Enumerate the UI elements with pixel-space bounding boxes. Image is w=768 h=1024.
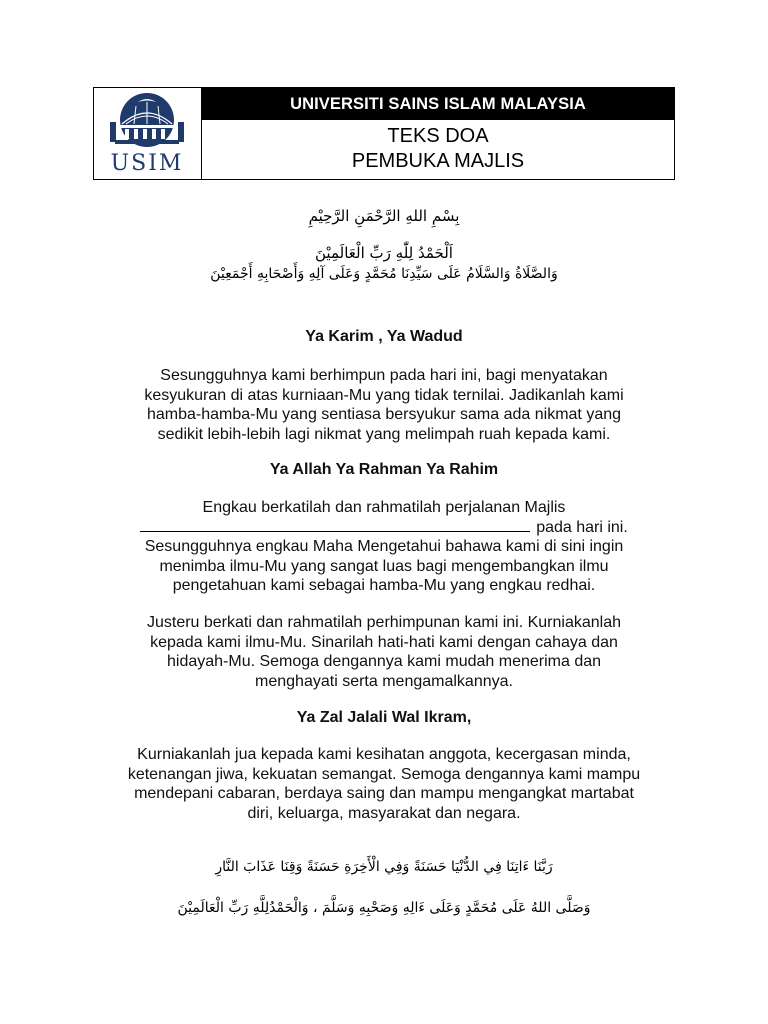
paragraph-line: Sesungguhnya kami berhimpun pada hari ini, bagi menyatakan (160, 367, 608, 384)
paragraph-line: Sesungguhnya engkau Maha Mengetahui bahawa kami di sini ingin (144, 538, 624, 555)
fill-in-blank[interactable] (140, 518, 530, 532)
paragraph-line-with-blank (96, 518, 672, 538)
usim-logo-icon (98, 90, 196, 178)
paragraph-1 (96, 366, 672, 444)
arabic-closing-salawat: وَصَلَّى اللهُ عَلَى مُحَمَّدٍ وَعَلَى ءَالِهِ وَصَحْبِهِ وَسَلَّمَ ، وَالْحَمْدُلِلَّهِ رَبِّ الْعَالَمِيْنَ (177, 900, 591, 916)
arabic-basmala: بِسْمِ اللهِ الرَّحْمَنِ الرَّحِيْمِ (308, 207, 460, 225)
heading-ya-zal-jalali: Ya Zal Jalali Wal Ikram, (296, 709, 472, 726)
blank-suffix: pada hari ini. (536, 518, 628, 536)
paragraph-line: kesyukuran di atas kurniaan-Mu yang tidak ternilai. Jadikanlah kami (144, 386, 624, 404)
arabic-closing-doa: رَبَّنَا ءَاتِنَا فِي الدُّنْيَا حَسَنَةً وَفِي الْأَخِرَةِ حَسَنَةً وَقِنَا عَذَابَ النَّارِ (215, 859, 553, 875)
paragraph-line: hamba-hamba-Mu yang sentiasa bersyukur sama ada nikmat yang (146, 406, 622, 423)
title-line-2: PEMBUKA MAJLIS (351, 149, 525, 172)
paragraph-2 (96, 498, 672, 596)
document-header (93, 87, 675, 180)
paragraph-line: menimba ilmu-Mu yang sangat luas bagi mengembangkan ilmu (159, 557, 609, 575)
paragraph-line: Kurniakanlah jua kepada kami kesihatan anggota, kecergasan minda, (137, 746, 631, 763)
paragraph-line: pengetahuan kami sebagai hamba-Mu yang engkau redhai. (172, 577, 596, 594)
university-name: UNIVERSITI SAINS ISLAM MALAYSIA (202, 88, 674, 120)
usim-logo (94, 88, 202, 179)
arabic-salawat: وَالصَّلَاةُ وَالسَّلَامُ عَلَى سَيِّدِنَا مُحَمَّدٍ وَعَلَى آلِهِ وَأَصْحَابِهِ أَجْمَعِيْنَ (210, 266, 558, 282)
document-title (202, 120, 674, 179)
paragraph-line: mendepani cabaran, berdaya saing dan mampu mengangkat martabat (134, 785, 634, 802)
svg-text:USIM: USIM (110, 151, 184, 176)
paragraph-line: kepada kami ilmu-Mu. Sinarilah hati-hati kami dengan cahaya dan (150, 633, 618, 651)
title-line-1: TEKS DOA (387, 124, 489, 147)
heading-ya-karim: Ya Karim , Ya Wadud (305, 328, 463, 345)
paragraph-line: sedikit lebih-lebih lagi nikmat yang melimpah ruah kepada kami. (157, 425, 611, 443)
paragraph-line: hidayah-Mu. Semoga dengannya kami mudah menerima dan (166, 653, 602, 670)
arabic-hamdalah: اَلْحَمْدُ لِلّٰهِ رَبِّ الْعَالَمِيْنَ (315, 244, 453, 262)
paragraph-3 (96, 613, 672, 691)
heading-ya-allah: Ya Allah Ya Rahman Ya Rahim (269, 461, 499, 478)
paragraph-line: Engkau berkatilah dan rahmatilah perjalanan Majlis (202, 499, 566, 516)
paragraph-4 (96, 745, 672, 823)
paragraph-line: Justeru berkati dan rahmatilah perhimpunan kami ini. Kurniakanlah (146, 614, 622, 631)
paragraph-line: diri, keluarga, masyarakat dan negara. (247, 804, 521, 822)
paragraph-line: ketenangan jiwa, kekuatan semangat. Semoga dengannya kami mampu (127, 765, 641, 783)
paragraph-line: menghayati serta mengamalkannya. (255, 672, 513, 690)
